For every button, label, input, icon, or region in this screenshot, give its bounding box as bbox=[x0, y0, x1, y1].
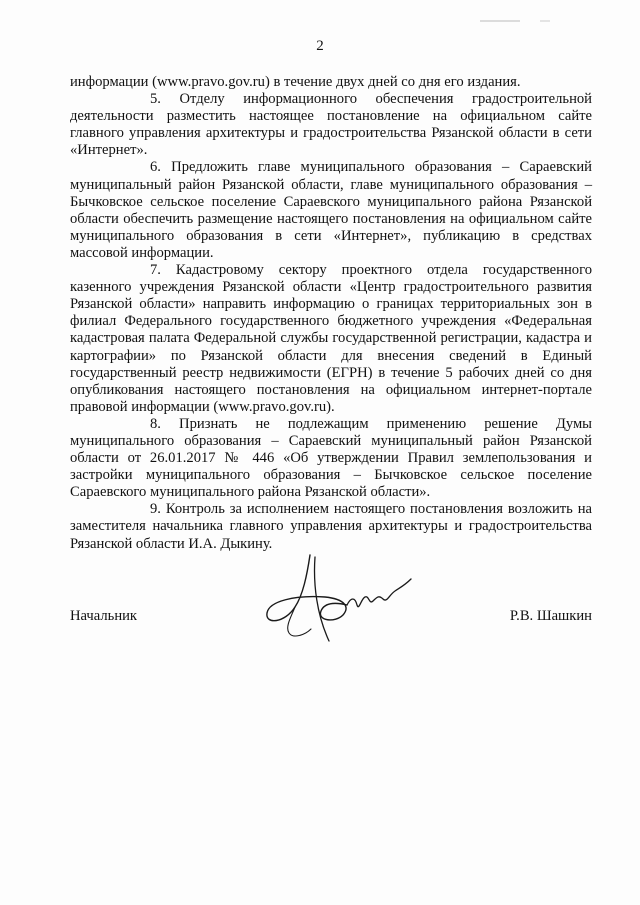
item-number: 9. bbox=[150, 501, 161, 518]
item-number: 5. bbox=[150, 91, 161, 108]
item-number: 8. bbox=[150, 415, 161, 432]
item-text: Предложить главе муниципального образования – Сараевский муниципальный район Рязанской области, главе муниципального образования – Бычковское сельское поселение Сараевского муниципального района Рязанской области обеспечить размещение настоящего постановления на официальном сайте муниципального образования в сети «Интернет», публикацию в средствах массовой информации. bbox=[70, 159, 592, 261]
signatory-name: Р.В. Шашкин bbox=[509, 608, 592, 624]
paragraph-item-8 bbox=[70, 416, 592, 501]
item-text: Контроль за исполнением настоящего постановления возложить на заместителя начальника главного управления архитектуры и градостроительства Рязанской области И.А. Дыкину. bbox=[70, 501, 592, 552]
signatory-position: Начальник bbox=[70, 608, 138, 624]
paragraph-text: информации (www.pravo.gov.ru) в течение двух дней со дня его издания. bbox=[70, 74, 521, 90]
item-number: 7. bbox=[150, 262, 161, 279]
page-number: 2 bbox=[316, 38, 324, 54]
paragraph-item-5 bbox=[70, 91, 592, 159]
paragraph-item-6 bbox=[70, 159, 592, 262]
paragraph-item-7 bbox=[70, 262, 592, 416]
item-text: Признать не подлежащим применению решение Думы муниципального образования – Сараевский муниципальный район Рязанской области от 26.01.2017 № 446 «Об утверждении Правил землепользования и застройки муниципального образования – Бычковское сельское поселение Сараевского муниципального района Рязанской области». bbox=[70, 415, 592, 501]
item-text: Отделу информационного обеспечения градостроительной деятельности разместить настоящее постановление на официальном сайте главного управления архитектуры и градостроительства Рязанской области в сети «Интернет». bbox=[70, 91, 592, 159]
scan-artifact bbox=[480, 20, 600, 22]
document-body bbox=[70, 74, 592, 553]
item-number: 6. bbox=[150, 159, 161, 176]
item-text: Кадастровому сектору проектного отдела государственного казенного учреждения Рязанской области «Центр градостроительного развития Рязанской области» направить информацию о границах территориальных зон в филиал Федерального государственного бюджетного учреждения «Федеральная кадастровая палата Федеральной службы государственной регистрации, кадастра и картографии» по Рязанской области для внесения сведений в Единый государственный реестр недвижимости (ЕГРН) в течение 5 рабочих дней со дня опубликования настоящего постановления на официальном интернет-портале правовой информации (www.pravo.gov.ru). bbox=[70, 262, 592, 415]
paragraph-continuation bbox=[70, 74, 592, 91]
handwritten-signature bbox=[255, 545, 425, 655]
